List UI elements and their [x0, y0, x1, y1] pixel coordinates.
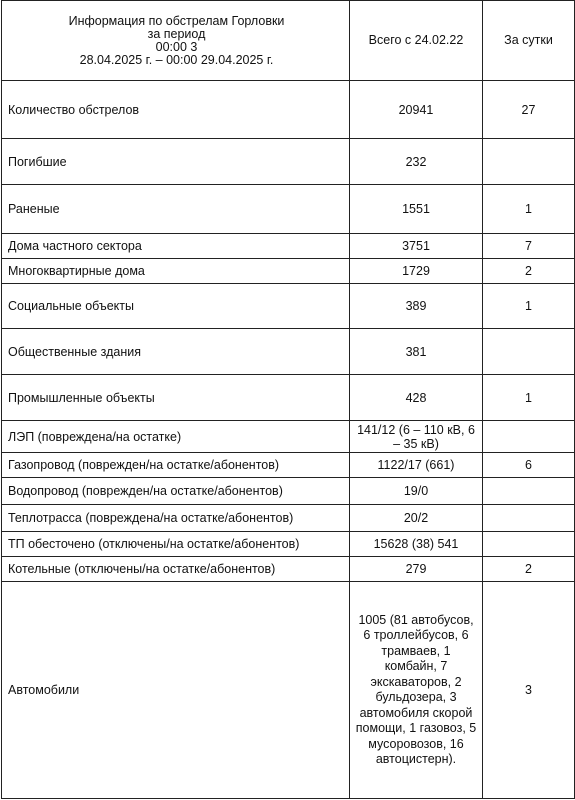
- row-label: [2, 329, 350, 375]
- row-day-value: [483, 421, 575, 453]
- table-row: [2, 421, 575, 453]
- header-row: [2, 1, 575, 81]
- row-total-value: 19/0: [350, 478, 483, 505]
- row-total-value: 20941: [350, 81, 483, 139]
- table-row: [2, 478, 575, 505]
- row-total-value: 1122/17 (661): [350, 453, 483, 478]
- header-day-column: За сутки: [483, 1, 575, 81]
- row-total-value: 428: [350, 375, 483, 421]
- row-label-text: Промышленные объекты: [8, 390, 155, 405]
- row-label-note: (отключены/на остатке/абонентов): [94, 537, 300, 551]
- shelling-report-table: [1, 0, 575, 799]
- row-label-text: Социальные объекты: [8, 299, 134, 313]
- row-label: [2, 284, 350, 329]
- row-day-value: 1: [483, 284, 575, 329]
- row-total-value: 20/2: [350, 505, 483, 532]
- header-title-line-3: 00:00 3: [155, 39, 198, 54]
- row-label-text: Автомобили: [8, 683, 80, 697]
- row-total-value: 389: [350, 284, 483, 329]
- table-row: [2, 532, 575, 557]
- row-label: [2, 532, 350, 557]
- row-label: [2, 582, 350, 799]
- row-day-value: [483, 532, 575, 557]
- table-row: [2, 139, 575, 185]
- row-day-value: 3: [483, 582, 575, 799]
- row-label: [2, 478, 350, 505]
- row-total-value: 279: [350, 557, 483, 582]
- header-title-cell: [2, 1, 350, 81]
- row-label-text: Многоквартирные дома: [8, 264, 145, 278]
- row-label-text: Раненые: [8, 202, 60, 216]
- row-day-value: [483, 139, 575, 185]
- table-row: [2, 557, 575, 582]
- row-day-value: 1: [483, 375, 575, 421]
- row-total-value: 141/12 (6 – 110 кВ, 6 – 35 кВ): [350, 421, 483, 453]
- row-label-note: (поврежден/на остатке/абонентов): [78, 484, 283, 498]
- table-row: [2, 582, 575, 799]
- header-title-line-2: за период: [147, 26, 206, 41]
- row-total-value: 1005 (81 автобусов, 6 троллейбусов, 6 трамваев, 1 комбайн, 7 экскаваторов, 2 бульдозера, 3 автомобиля скорой помощи, 1 газовоз, 5 мусоровозов, 16 автоцистерн).: [350, 582, 483, 799]
- row-day-value: 6: [483, 453, 575, 478]
- row-label: [2, 234, 350, 259]
- table-row: [2, 185, 575, 234]
- row-label-note: (повреждена/на остатке/абонентов): [81, 511, 294, 525]
- table-row: [2, 329, 575, 375]
- row-total-value: 1551: [350, 185, 483, 234]
- row-label: [2, 139, 350, 185]
- row-label: [2, 453, 350, 478]
- row-label-text: ТП обесточено: [8, 537, 95, 551]
- header-title-line-4: 28.04.2025 г. – 00:00 29.04.2025 г.: [79, 52, 274, 67]
- row-label-text: Котельные: [8, 562, 71, 576]
- table-row: [2, 259, 575, 284]
- row-day-value: 1: [483, 185, 575, 234]
- table-row: [2, 505, 575, 532]
- row-label-text: Погибшие: [8, 154, 67, 169]
- row-label-text: Газопровод: [8, 458, 75, 472]
- row-label: [2, 557, 350, 582]
- row-label-text: Водопровод: [8, 484, 79, 498]
- row-total-value: 3751: [350, 234, 483, 259]
- row-label-note: (отключены/на остатке/абонентов): [70, 562, 276, 576]
- table-row: [2, 453, 575, 478]
- row-label-text: Дома частного сектора: [8, 239, 142, 253]
- table-row: [2, 375, 575, 421]
- row-day-value: 2: [483, 259, 575, 284]
- row-label: [2, 259, 350, 284]
- header-title-line-1: Информация по обстрелам Горловки: [68, 13, 285, 28]
- row-label: [2, 375, 350, 421]
- row-day-value: [483, 505, 575, 532]
- row-day-value: 27: [483, 81, 575, 139]
- row-day-value: 2: [483, 557, 575, 582]
- header-total-column: Всего с 24.02.22: [350, 1, 483, 81]
- table-row: [2, 284, 575, 329]
- row-label: [2, 81, 350, 139]
- row-total-value: 381: [350, 329, 483, 375]
- row-label: [2, 505, 350, 532]
- row-day-value: [483, 478, 575, 505]
- table-row: [2, 81, 575, 139]
- row-label: [2, 185, 350, 234]
- row-label: [2, 421, 350, 453]
- row-label-note: (повреждена/на остатке): [34, 429, 182, 444]
- row-label-note: (поврежден/на остатке/абонентов): [74, 458, 280, 472]
- row-label-text: Количество обстрелов: [8, 102, 140, 117]
- table-row: [2, 234, 575, 259]
- row-total-value: 1729: [350, 259, 483, 284]
- row-label-text: Теплотрасса: [8, 511, 82, 525]
- row-label-text: Общественные здания: [8, 344, 141, 359]
- row-label-text: ЛЭП: [8, 429, 35, 444]
- row-day-value: [483, 329, 575, 375]
- row-total-value: 232: [350, 139, 483, 185]
- row-total-value: 15628 (38) 541: [350, 532, 483, 557]
- row-day-value: 7: [483, 234, 575, 259]
